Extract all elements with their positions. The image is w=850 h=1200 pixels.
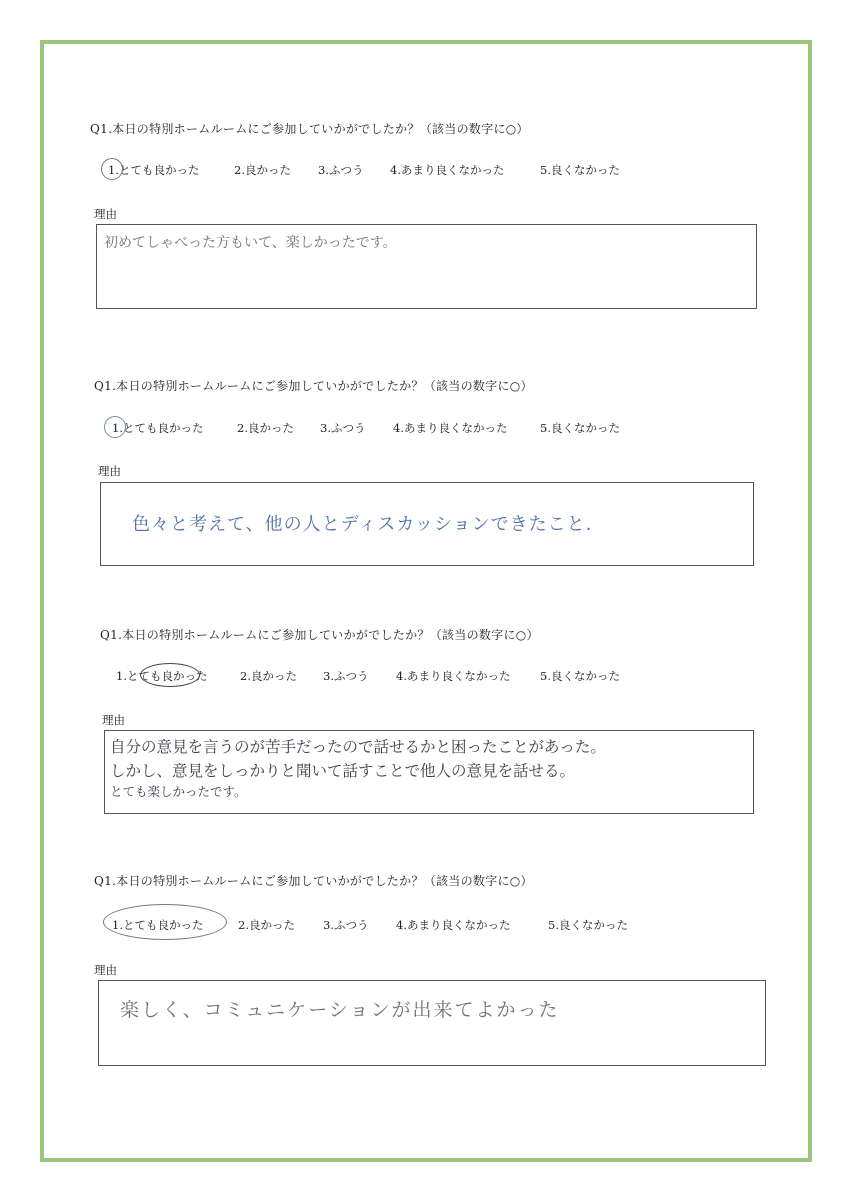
- option-3-1[interactable]: 1.とても良かった: [116, 669, 208, 683]
- option-3-2[interactable]: 2.良かった: [240, 669, 297, 683]
- answer-3-line-2: しかし、意見をしっかりと聞いて話すことで他人の意見を話せる。: [110, 762, 576, 780]
- reason-label-4: 理由: [94, 963, 117, 977]
- option-1-1[interactable]: 1.とても良かった: [108, 163, 200, 177]
- option-4-3[interactable]: 3.ふつう: [323, 918, 369, 932]
- selection-circle-2: [104, 416, 126, 438]
- answer-4-line-1: 楽しく、コミュニケーションが出来てよかった: [120, 999, 560, 1021]
- option-4-2[interactable]: 2.良かった: [238, 918, 295, 932]
- answer-3-line-3: とても楽しかったです。: [110, 784, 247, 799]
- option-3-3[interactable]: 3.ふつう: [323, 669, 369, 683]
- answer-box-4[interactable]: [98, 980, 766, 1066]
- option-2-2[interactable]: 2.良かった: [237, 421, 294, 435]
- selection-circle-4: [103, 904, 227, 940]
- option-4-4[interactable]: 4.あまり良くなかった: [396, 918, 511, 932]
- option-3-4[interactable]: 4.あまり良くなかった: [396, 669, 511, 683]
- option-1-2[interactable]: 2.良かった: [234, 163, 291, 177]
- question-2: Q1.本日の特別ホームルームにご参加していかがでしたか？（該当の数字に○）: [94, 379, 533, 393]
- option-4-5[interactable]: 5.良くなかった: [548, 918, 628, 932]
- option-2-4[interactable]: 4.あまり良くなかった: [393, 421, 508, 435]
- option-2-5[interactable]: 5.良くなかった: [540, 421, 620, 435]
- selection-circle-1: [101, 158, 123, 180]
- option-1-3[interactable]: 3.ふつう: [318, 163, 364, 177]
- reason-label-3: 理由: [102, 713, 125, 727]
- question-1: Q1.本日の特別ホームルームにご参加していかがでしたか？（該当の数字に○）: [90, 122, 529, 136]
- option-4-1[interactable]: 1.とても良かった: [112, 918, 204, 932]
- option-1-4[interactable]: 4.あまり良くなかった: [390, 163, 505, 177]
- option-3-5[interactable]: 5.良くなかった: [540, 669, 620, 683]
- answer-1-line-1: 初めてしゃべった方もいて、楽しかったです。: [104, 235, 397, 251]
- answer-2-line-1: 色々と考えて、他の人とディスカッションできたこと.: [132, 514, 593, 535]
- reason-label-2: 理由: [98, 464, 121, 478]
- question-3: Q1.本日の特別ホームルームにご参加していかがでしたか？（該当の数字に○）: [100, 628, 539, 642]
- option-2-3[interactable]: 3.ふつう: [320, 421, 366, 435]
- selection-circle-3: [140, 663, 200, 687]
- reason-label-1: 理由: [94, 207, 117, 221]
- question-4: Q1.本日の特別ホームルームにご参加していかがでしたか？（該当の数字に○）: [94, 874, 533, 888]
- answer-3-line-1: 自分の意見を言うのが苦手だったので話せるかと困ったことがあった。: [110, 738, 606, 756]
- option-1-5[interactable]: 5.良くなかった: [540, 163, 620, 177]
- option-2-1[interactable]: 1.とても良かった: [112, 421, 204, 435]
